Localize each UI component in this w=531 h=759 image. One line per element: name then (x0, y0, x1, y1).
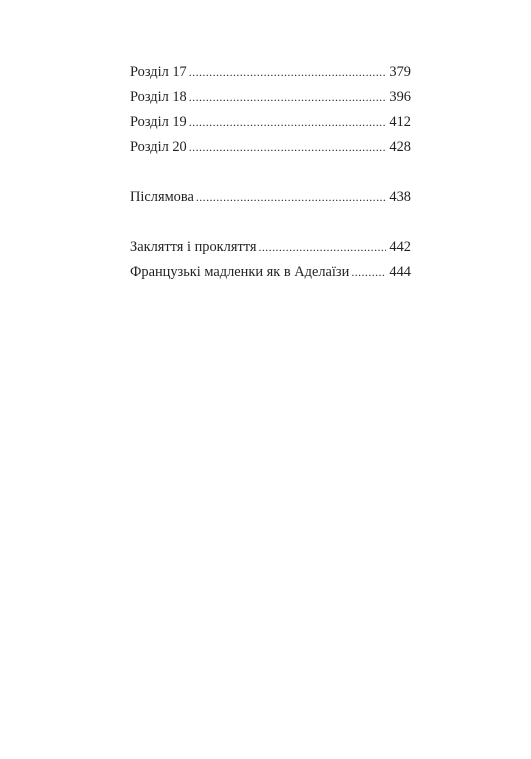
dot-leader (258, 235, 386, 260)
toc-entry[interactable] (130, 235, 411, 260)
toc-entry-title: Розділ 18 (130, 89, 187, 105)
toc-entry-page: 412 (389, 114, 411, 130)
toc-entry-page: 438 (389, 189, 411, 205)
toc-entry[interactable] (130, 110, 411, 135)
dot-leader (189, 110, 387, 135)
toc-entry-title: Післямова (130, 189, 194, 205)
toc-entry-page: 379 (389, 64, 411, 80)
dot-leader (196, 185, 387, 210)
toc-entry-page: 396 (389, 89, 411, 105)
toc-entry[interactable] (130, 60, 411, 85)
toc-entry-title: Закляття і прокляття (130, 239, 257, 255)
dot-leader (351, 260, 386, 285)
toc-group-chapters (130, 60, 411, 160)
toc-entry-title: Розділ 20 (130, 139, 187, 155)
toc-entry[interactable] (130, 260, 411, 285)
dot-leader (189, 60, 387, 85)
toc-entry[interactable] (130, 185, 411, 210)
toc-entry-page: 428 (389, 139, 411, 155)
toc-entry-page: 444 (389, 264, 411, 280)
toc-entry-title: Розділ 17 (130, 64, 187, 80)
toc-entry-title: Французькі мадленки як в Аделаїзи (130, 264, 350, 280)
toc-entry[interactable] (130, 85, 411, 110)
table-of-contents (130, 60, 411, 285)
toc-entry-page: 442 (389, 239, 411, 255)
toc-group-appendix (130, 235, 411, 285)
dot-leader (189, 85, 387, 110)
toc-entry[interactable] (130, 135, 411, 160)
toc-entry-title: Розділ 19 (130, 114, 187, 130)
toc-group-afterword (130, 185, 411, 210)
dot-leader (189, 135, 387, 160)
